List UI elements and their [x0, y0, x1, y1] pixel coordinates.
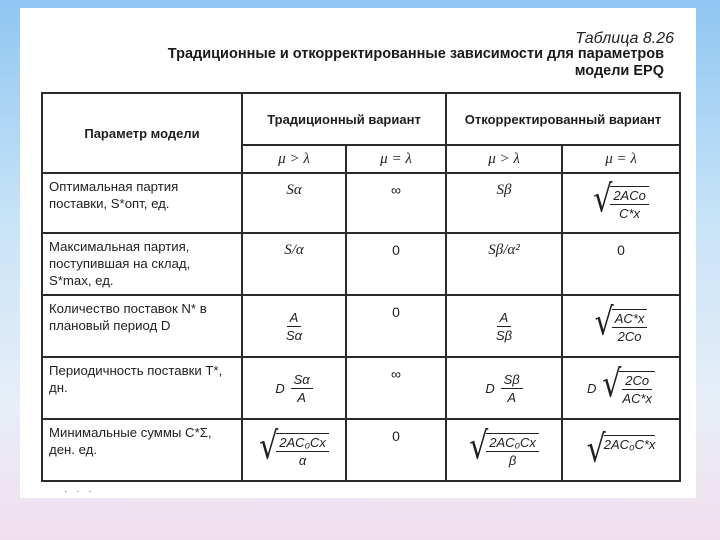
frac-num: 2Co: [622, 373, 652, 390]
radical-icon: √: [586, 427, 606, 472]
frac-den: β: [508, 452, 517, 468]
table-title-line2: модели EPQ: [574, 63, 664, 79]
value-cell: [562, 357, 680, 419]
sqrt-formula: [593, 177, 649, 222]
frac-num: 2AC₀Cx: [486, 435, 539, 452]
sqrt-formula: [469, 424, 539, 469]
frac-den: Sα: [285, 327, 303, 343]
prefix-var: D: [587, 380, 597, 396]
frac-den: Sβ: [495, 327, 513, 343]
fraction: [493, 310, 515, 343]
frac-num: A: [497, 310, 512, 327]
frac-den: A: [507, 389, 516, 405]
value-cell: Sβ/α²: [446, 233, 562, 295]
value-cell: ∞: [346, 173, 446, 233]
prefix-var: D: [275, 380, 285, 396]
param-cell: Минимальные суммы C*Σ, ден. ед.: [42, 419, 242, 481]
frac-num: 2ACo: [610, 188, 649, 205]
value-cell: 0: [562, 233, 680, 295]
cond-eq: μ = λ: [346, 145, 446, 173]
table-row: [42, 295, 680, 357]
prefix-var: D: [485, 380, 495, 396]
sqrt-formula: [594, 300, 648, 345]
frac-den: α: [298, 452, 307, 468]
param-cell: Периодичность поставки T*, дн.: [42, 357, 242, 419]
sqrt-formula: [259, 424, 329, 469]
cond-gt: μ > λ: [242, 145, 346, 173]
radical-icon: √: [259, 424, 279, 469]
radical-icon: √: [594, 300, 614, 345]
value-cell: 0: [346, 295, 446, 357]
fraction: [283, 310, 305, 343]
value-cell: [562, 419, 680, 481]
value-cell: Sα: [242, 173, 346, 233]
header-param: Параметр модели: [42, 93, 242, 173]
value-cell: [242, 295, 346, 357]
cond-gt: μ > λ: [446, 145, 562, 173]
frac-num: AC*x: [612, 311, 648, 328]
frac-den: C*x: [619, 205, 641, 221]
cropped-footer-text: · · ·: [64, 486, 95, 497]
cond-eq: μ = λ: [562, 145, 680, 173]
frac-den: 2Co: [617, 328, 642, 344]
value-cell: [446, 357, 562, 419]
radical-icon: √: [593, 177, 613, 222]
sqrt-formula: [586, 427, 656, 472]
table-row: [42, 357, 680, 419]
epq-table: [41, 92, 681, 482]
table-row: [42, 419, 680, 481]
radical-icon: √: [602, 362, 622, 407]
value-cell: 0: [346, 419, 446, 481]
param-cell: Количество поставок N* в плановый период D: [42, 295, 242, 357]
value-cell: S/α: [242, 233, 346, 295]
table-title: [104, 46, 664, 80]
header-corrected: Откорректированный вариант: [446, 93, 680, 145]
value-cell: Sβ: [446, 173, 562, 233]
header-traditional: Традиционный вариант: [242, 93, 446, 145]
param-cell: Максимальная партия, поступившая на склад, S*max, ед.: [42, 233, 242, 295]
value-cell: [242, 357, 346, 419]
sqrt-content: 2AC₀C*x: [604, 435, 656, 465]
value-cell: 0: [346, 233, 446, 295]
table-row: [42, 233, 680, 295]
value-cell: [446, 419, 562, 481]
frac-num: Sα: [291, 372, 313, 389]
value-cell: ∞: [346, 357, 446, 419]
table-row: [42, 173, 680, 233]
frac-num: Sβ: [501, 372, 523, 389]
value-cell: [562, 173, 680, 233]
table-header-row: [42, 93, 680, 145]
value-cell: [446, 295, 562, 357]
fraction: [291, 372, 313, 405]
document-page: [20, 8, 696, 498]
frac-num: A: [287, 310, 302, 327]
value-cell: [242, 419, 346, 481]
table-number: Таблица 8.26: [575, 30, 674, 47]
param-cell: Оптимальная партия поставки, S*опт, ед.: [42, 173, 242, 233]
value-cell: [562, 295, 680, 357]
frac-den: A: [297, 389, 306, 405]
fraction: [501, 372, 523, 405]
frac-den: AC*x: [622, 390, 653, 406]
frac-num: 2AC₀Cx: [276, 435, 329, 452]
table-title-line1: Традиционные и откорректированные зависимости для параметров: [167, 46, 664, 62]
radical-icon: √: [469, 424, 489, 469]
sqrt-formula: [602, 362, 655, 407]
